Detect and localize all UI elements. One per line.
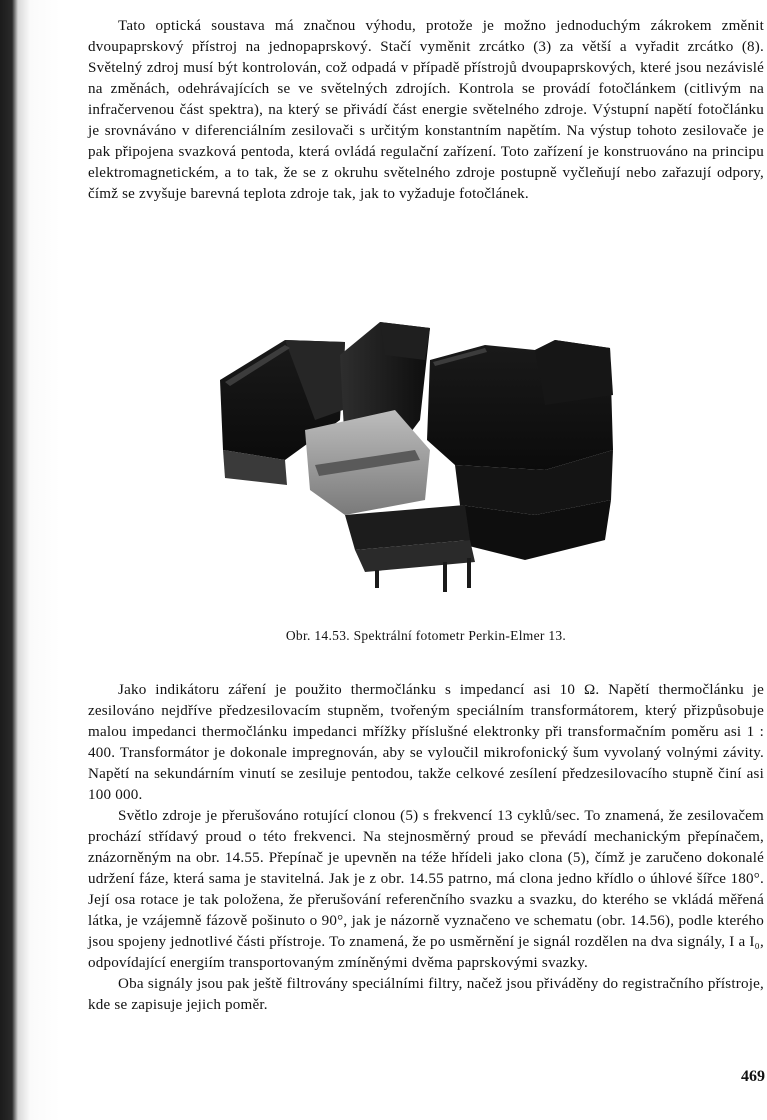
paragraph: Tato optická soustava má značnou výhodu, protože je možno jednoduchým zákrokem změnit dvoupaprskový přístroj na jednopaprskový. Stačí vyměnit zrcátko (3) za větší a vyřadit zrcátko (8). Světelný zdroj musí být kontrolován, což odpadá v případě přístrojů dvoupaprskových, které jsou nezávislé na změnách, odehrávajících se ve světelných zdrojích. Kontrola se provádí fotočlánkem (citlivým na infračervenou část spektra), na který se přivádí část energie světelného zdroje. Výstupní napětí fotočlánku je srovnáváno v diferenciálním zesilovači s určitým konstantním napětím. Na výstup tohoto zesilovače je pak připojena svazková pentoda, která ovládá regulační zařízení. Toto zařízení je konstruováno na principu elektromagnetickém, a to tak, že se z okruhu světelného zdroje postupně vyčleňují nebo zařazují odpory, čímž se zvyšuje barevná teplota zdroje tak, jak to vyžaduje fotočlánek. — [88, 18, 764, 202]
text-block-top — [88, 16, 764, 205]
text-block-bottom — [88, 680, 764, 1016]
spectrophotometer-photo — [215, 300, 635, 600]
page-number: 469 — [741, 1068, 765, 1085]
paragraph: Oba signály jsou pak ještě filtrovány speciálními filtry, načež jsou přiváděny do registračního přístroje, kde se zapisuje jejich poměr. — [88, 976, 764, 1013]
paragraph: Jako indikátoru záření je použito thermočlánku s impedancí asi 10 Ω. Napětí thermočlánku je zesilováno nejdříve předzesilovacím stupněm, tvořeným speciálním transformátorem, který přizpůsobuje malou impedanci thermočlánku impedanci mřížky příslušné elektronky při transformačním poměru asi 1 : 400. Transformátor je dokonale impregnován, aby se vyloučil mikrofonický šum vyvolaný volnými závity. Napětí na sekundárním vinutí se zesiluje pentodou, takže celkové zesílení předzesilovacího stupně činí asi 100 000. — [88, 682, 764, 803]
paragraph: Světlo zdroje je přerušováno rotující clonou (5) s frekvencí 13 cyklů/sec. To znamená, že zesilovačem prochází střídavý proud o této frekvenci. Na stejnosměrný proud se převádí mechanickým přepínačem, znázorněným na obr. 14.55. Přepínač je upevněn na téže hřídeli jako clona (5), čímž je zaručeno dokonalé udržení fáze, která sama je stavitelná. Jak je z obr. 14.55 patrno, má clona jedno křídlo o úhlové šířce 180°. Její osa rotace je tak položena, že přerušování referenčního svazku a svazku, do kterého se vkládá měřená látka, je vzájemně fázově pošinuto o 90°, jak je názorně vyznačeno ve schematu (obr. 14.56), podle kterého jsou spojeny jednotlivé části přístroje. To znamená, že po usměrnění je signál rozdělen na dva signály, I a I₀, odpovídající energiím transportovaným zmíněnými dvěma paprskovými svazky. — [88, 808, 764, 971]
figure-caption: Obr. 14.53. Spektrální fotometr Perkin-Elmer 13. — [285, 628, 567, 643]
